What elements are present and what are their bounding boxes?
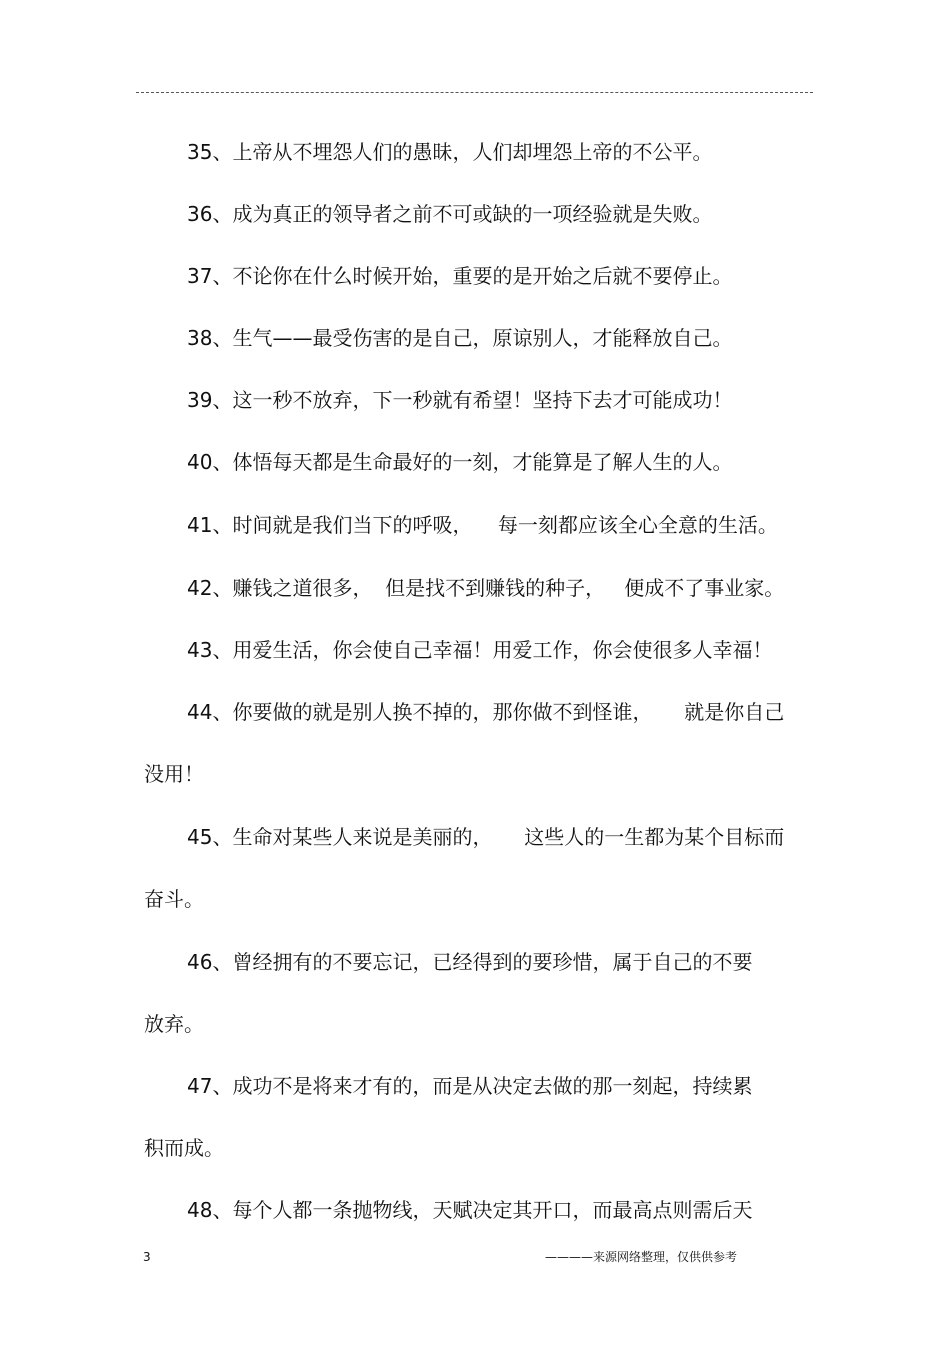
page-number: 3 — [143, 1250, 151, 1264]
quote-38: 38、生气——最受伤害的是自己，原谅别人，才能释放自己。 — [187, 326, 733, 350]
quote-36: 36、成为真正的领导者之前不可或缺的一项经验就是失败。 — [187, 202, 713, 226]
quote-35: 35、上帝从不埋怨人们的愚昧，人们却埋怨上帝的不公平。 — [187, 140, 713, 164]
quote-45-line-1: 45、生命对某些人来说是美丽的， 这些人的一生都为某个目标而 — [187, 825, 785, 849]
quote-45-line-2: 奋斗。 — [144, 887, 204, 911]
quote-41: 41、时间就是我们当下的呼吸， 每一刻都应该全心全意的生活。 — [187, 513, 778, 537]
quote-46-line-1: 46、曾经拥有的不要忘记，已经得到的要珍惜，属于自己的不要 — [187, 950, 753, 974]
quote-44-line-1: 44、你要做的就是别人换不掉的，那你做不到怪谁， 就是你自己 — [187, 700, 785, 724]
quote-47-line-1: 47、成功不是将来才有的，而是从决定去做的那一刻起，持续累 — [187, 1074, 753, 1098]
quote-39: 39、这一秒不放弃，下一秒就有希望！坚持下去才可能成功！ — [187, 388, 733, 412]
header-dashed-rule — [136, 92, 813, 93]
quote-37: 37、不论你在什么时候开始，重要的是开始之后就不要停止。 — [187, 264, 733, 288]
quote-46-line-2: 放弃。 — [144, 1012, 204, 1036]
quote-43: 43、用爱生活，你会使自己幸福！用爱工作，你会使很多人幸福！ — [187, 638, 773, 662]
quote-47-line-2: 积而成。 — [144, 1136, 224, 1160]
quote-42: 42、赚钱之道很多， 但是找不到赚钱的种子， 便成不了事业家。 — [187, 576, 785, 600]
quote-44-line-2: 没用！ — [144, 762, 204, 786]
quote-48-line-1: 48、每个人都一条抛物线，天赋决定其开口，而最高点则需后天 — [187, 1198, 753, 1222]
quote-40: 40、体悟每天都是生命最好的一刻，才能算是了解人生的人。 — [187, 450, 733, 474]
footer-source-note: ————来源网络整理，仅供供参考 — [545, 1250, 738, 1264]
